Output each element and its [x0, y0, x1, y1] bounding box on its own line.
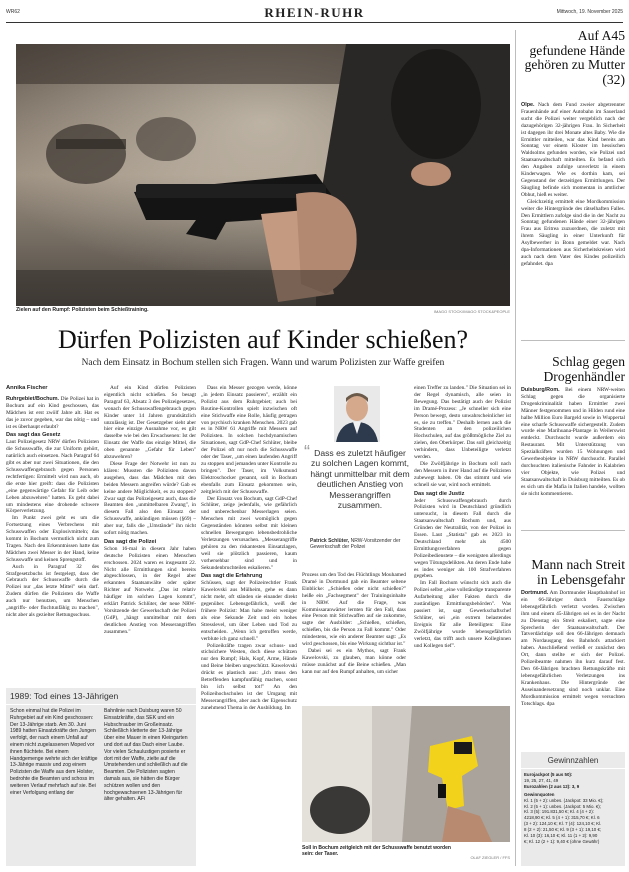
paragraph: Auf ein Kind dürfen Polizisten eigentlich nicht schießen. So besagt Paragraf 63, Absatz 3 des Polizeigesetzes, wonach der Schusswaffengebrauch gegen Kinder unter 14 Jahren grundsätzlich unzulässig ist. Der Gesetzgeber sieht aber hier eine einzige Ausnahme vor, es gilt dasselbe wie bei den Erwachsenen: Ist der Einsatz der Waffe das einzige Mittel, die oben genannte „Gefahr für Leben" abzuwehren?	[104, 385, 196, 461]
subheading-police: Das sagt die Polizei	[104, 538, 157, 545]
article-column-4a	[302, 572, 406, 700]
article-column-1	[6, 385, 99, 680]
paragraph: Dass ein Messer gezogen werde, könne „in jedem Einsatz passieren", erzählt ein Polizist aus dem Ruhrgebiet; auch bei Routine-Kontrollen spielt inzwischen oft eine Stichwaffe eine Rolle, häufig getragen von psychisch kranken Menschen. 2023 gab es in NRW 61 Angriffe mit Messern auf Polizisten. In solchen hochdynamischen Situationen, sagt GdP-Chef Schlüter, bleibe der Polizei oft nur noch die Schusswaffe oder der Taser, „um einen laufenden Angriff zu stoppen und jemanden unter Kontrolle zu bringen". Der Taser, im Volksmund Elektroschocker genannt, soll in Bochum ebenfalls zum Einsatz gekommen sein, zeitgleich mit der Schusswaffe.	[201, 385, 297, 495]
paragraph: Am Dortmunder Hauptbahnhof ist ein 66-Jähriger durch Faustschläge lebensgefährlich verletzt worden. Zwischen ihm und einem 45-Jährigen sei es in der Nacht zu Dienstag ein Streit eskaliert, sagte eine Sprecherin der Staatsanwaltschaft. Der Tatverdächtige soll den 66-Jährigen demnach am Nordausgang des Bahnhofs attackiert haben. Anschließend verließ er zunächst den Ort, dann stellte er sich der Polizei. Polizeibeamte nahmen ihn kurz darauf fest. Den 66-Jährigen brachten Rettungskräfte mit lebensgefährlichen Verletzungen ins Krankenhaus. Die Hintergründe der Auseinandersetzung sind noch unklar. Eine Mordkommission ermittelt wegen versuchten Totschlags. dpa	[521, 590, 625, 707]
side-rule	[521, 340, 625, 341]
side-story-3-body	[521, 590, 625, 738]
article-column-3	[201, 385, 297, 865]
paragraph: Schon 16-mal in diesem Jahr haben deutsche Polizisten einen Menschen erschossen. 2024 waren es insgesamt 22. Nicht alle Ermittlungen sind bereits abgeschlossen, in der Regel aber erkannten Staatsanwälte oder später Richter auf Notwehr. „Das ist relativ häufiger im solchen Lagen kommt", erklärt Patrick Schlüter, der neue NRW-Vorsitzende der Gewerkschaft der Polizei (GdP), „hängt unmittelbar mit dem deutlichen Anstieg von Messerangriffen zusammen."	[104, 545, 196, 635]
box-rule	[521, 768, 625, 769]
subheadline: Nach dem Einsatz in Bochum stellen sich Fragen. Wann und warum Polizisten zur Waffe greifen	[81, 358, 445, 368]
subheading-justice: Das sagt die Justiz	[414, 490, 465, 497]
paragraph: Jeder Schusswaffengebrauch durch Polizisten wird in Deutschland gründlich untersucht, in diesem Fall durch die Staatsanwaltschaft Bochum und, aus Gründen der Neutralität, von der Polizei in Essen. Laut „Statista" gab es 2023 in Deutschland mehr als 4500 Ermittlungsverfahren gegen Polizeibedienstete – die wenigsten allerdings wegen Tötungsdelikten. An deren Ende habe es indes weniger als 100 Strafverfahren gegeben.	[414, 497, 511, 580]
main-photo-credit: IMAGO STOCK/IMAGO STOCK&PEOPLE	[433, 309, 510, 314]
dateline: Duisburg/Rom.	[521, 387, 560, 393]
issue-date: Mittwoch, 19. November 2025	[556, 9, 623, 15]
dateline: Olpe.	[521, 102, 535, 108]
shooting-range-photo-icon	[16, 44, 510, 306]
info-box-column-1: Schon einmal hat die Polizei im Ruhrgebiet auf ein Kind geschossen: Der 13-Jährige starb. Am 30. Juni 1989 hatten Einsatzkräfte den Jungen verfolgt, der nach einem Unfall auf einem nicht zugelassenen Moped vor ihnen flüchtete. Bei einem Handgemenge wehrte sich der kräftige 13-Jährige massiv und zog einem Polizisten die Waffe aus dem Holster, bedrohte die Beamten und schoss im weiteren Verlauf mehrfach auf sie. Bei einer Verfolgung entlang der	[10, 708, 98, 796]
header-rule	[6, 22, 623, 23]
paragraph: Prozess um den Tod des Flüchtlings Mouhamed Dramé in Dortmund gab ein Beamter seltene Einblicke: „Schießen oder nicht schießen?" heiße ein „Fachsegment" der Trainingsinhalte in NRW. Auf die Frage, was Kommissaranwärter lernten für den Fall, dass eine Person mit Stichwaffen auf sie zukomme, sagte der Ausbilder: „Schießen, schießen, schießen, bis die Person zu Fall kommt." Oder mindestens, wie ein anderer Beamter sagt: „Es wird geschossen, bis eine Wirkung sichtbar ist."	[302, 572, 406, 648]
quote-mark-icon: “	[304, 442, 310, 462]
side-story-2-title: Schlag gegen Drogenhändler	[543, 354, 625, 384]
side-story-3-title: Mann nach Streit in Lebensgefahr	[531, 557, 625, 587]
sidebar-divider	[515, 30, 516, 866]
main-photo	[16, 44, 510, 306]
paragraph: Bei einem NRW-weiten Schlag gegen die organisierte Drogenkriminalität haben Ermittler zwei Männer festgenommen und in Hilden rund eine halbe Million Euro Bargeld sowie in Wuppertal eine scharfe Schusswaffe sichergestellt. Zudem wurde eine Marihuana-Plantage in Weilerswist entdeckt. Durchsucht wurde außerdem ein Restaurant. Mit Unterstützung von Spezialkräften wurden 15 Wohnungen und Gewerbeobjekte in NRW durchsucht. Parallel durchsuchten italienische Fahnder in Kalabrien vier Objekte, wie Polizei und Staatsanwaltschaft in Duisburg mitteilten. Es ob es sich um die Mafia in Italien handele, wollten sie nicht kommentieren.	[521, 387, 625, 497]
section-title: RHEIN-RUHR	[264, 5, 365, 20]
lottery-box	[521, 752, 625, 866]
taser-photo-icon	[302, 706, 510, 842]
side-story-1-body	[521, 102, 625, 342]
paragraph: Laut Polizeigesetz NRW dürfen Polizisten die Schusswaffe, die zur Uniform gehört, natürlich auch einsetzen. Nach Paragraf 64 gibt es aber nur zwei Situationen, die den Schusswaffengebrauch gegen Personen rechtfertigen: Ermittelt wird nun auch, ob die erste hier greift: dass die Polizisten „eine gegenwärtige Gefahr für Leib oder Leben abzuwehren" hatten. Es geht dabei um mindestens eine drohende schwere Körperverletzung.	[6, 439, 99, 515]
taser-caption: Soll in Bochum zeitgleich mit der Schusswaffe benutzt worden sein: der Taser.	[302, 845, 451, 857]
paragraph: Auch in Paragraf 32 des Strafgesetzbuchs ist festgelegt, dass der Gebrauch der Schusswaffe durch die Polizei nur „das letzte Mittel" sein darf. Zudem dürfen die Polizisten die Waffe auch nur benutzen, um Menschen „angriffs- oder fluchtunfähig zu machen", nicht aber als gezielter Rettungsschuss.	[6, 563, 99, 618]
paragraph: Dabei sei es ein Mythos, sagt Frank Kawelovski, zu glauben, man könne oder müsse zunächst auf die Beine schießen. „Man kann nur auf den Rumpf anhalten, um sicher	[302, 647, 406, 675]
lottery-title: Gewinnzahlen	[547, 756, 599, 765]
info-box-column-2: Bahnlinie nach Duisburg waren 50 Einsatzkräfte, das SEK und ein Hubschrauber im Großeinsatz. Schließlich kletterte der 13-Jährige über eine Mauer in einen Kleingarten und dort auf das Dach einer Laube. Vor vielen Schaulustigen posierte er dort mit der Waffe, zielte auf die Umstehenden und schließlich auf die Beamten. Die Polizisten sagten damals aus, sie hätten die Bürger schützen wollen und den hochgewachsenen 13-Jährigen für älter gehalten. AFi	[104, 708, 188, 803]
paragraph: Schüssen, sagt der Polizeirechtler Frank Kawelovski aus Mülheim, gehe es dann nicht mehr, oft ständen sie einander direkt gegenüber. Lebensgefährlich, weiß der frühere Polizist: Man habe meist weniger als eine Sekunde Zeit und ein hohes Stresslevel, um über Leben und Tod zu entscheiden. „Wenn ich getroffen werde, verblute ich ganz schnell."	[201, 580, 297, 642]
lottery-results: Eurojackpot (5 aus 50): 19, 25, 27, 41, 49 Eurozahlen (2 aus 12): 3, 9 Gewinnquoten Kl. 1 (5 + 2): unbes. (Jackpot: 33 Mio. €); Kl. 2 (5 + 1): unbes. (Jackpot: 5 Mio. €); Kl. 3 (5): 191.831,50 €; Kl. 4 (4 + 2): 4218,90 €; Kl. 5 (4 + 1): 315,70 €; Kl. 6 (3 + 2): 124,10 €; Kl. 7 (4): 124,10 €; Kl. 8 (2 + 2): 21,50 €; Kl. 9 (3 + 1): 19,10 €; Kl. 10 (3): 16,10 €; Kl. 11 (1 + 2): 9,90 €; Kl. 12 (2 + 1): 9,40 € (ohne Gewähr)	[524, 772, 604, 844]
side-story-1-title: Auf A45 gefundene Hände gehören zu Mutter (32)	[524, 28, 625, 87]
side-rule	[521, 530, 625, 531]
quote-text: Dass es zuletzt häufiger zu solchen Lagen kommt, hängt unmittelbar mit dem deutlichen Anstieg von Messerangriffen zusammen.	[310, 448, 410, 511]
info-box-title: 1989: Tod eines 13-Jährigen	[10, 691, 119, 701]
taser-photo	[302, 706, 510, 842]
paragraph: Der Einsatz von Bochum, sagt GdP-Chef Schlüter, zeige jedenfalls, wie gefährlich und unberechenbar Messerlagen seien. Menschen mit zwei womöglich gegen Gegenständen könnten selbst mit kleinen schnellen Bewegungen lebensbedrohliche Verletzungen verursachen. „Messerangriffe gehören zu den riskantesten Einsatzlagen, weil sie plötzlich passieren, kaum vorhersehbar sind und in Sekundenbruchteilen eskalieren."	[201, 495, 297, 571]
paragraph: Im Fall Bochum wünscht sich auch die Polizei selbst „eine vollständige transparente Aufarbeitung aller Fakten durch die zuständigen Ermittlungsbehörden". Was passiert ist, sagt Gewerkschaftschef Schlüter, sei „ein extrem belastendes Ereignis für alle Beteiligten: Eine Zwölfjährige wurde lebensgefährlich verletzt, das trifft auch unsere Kolleginnen und Kollegen tief".	[414, 580, 511, 649]
subheading-law: Das sagt das Gesetz	[6, 432, 61, 439]
paragraph: Die Polizei hat in Bochum auf ein Kind geschossen, das Mädchen ist erst zwölf Jahre alt. Hat es das je zuvor gegeben, war das nötig – und ist es überhaupt erlaubt?	[6, 395, 99, 430]
box-rule	[6, 704, 196, 705]
main-photo-caption: Zielen auf den Rumpf: Polizisten beim Schießtraining.	[16, 307, 149, 313]
paragraph: Die Zwölfjährige in Bochum soll nach den Messern in ihrer Hand auf die Polizisten zubewegt haben. Ob das stimmt und wie schnell sie war, wird noch ermittelt.	[414, 460, 511, 488]
paragraph: Im Punkt zwei geht es um die Fortsetzung eines Verbrechens mit Schusswaffen oder Explosivmitteln; das kommt in Bochum vermutlich nicht zum Tragen. Nach den Erkenntnissen hatte das Mädchen zwei Messer in der Hand, keine Schusswaffe und keinen Sprengstoff.	[6, 515, 99, 563]
subheading-experience: Das sagt die Erfahrung	[201, 573, 263, 580]
paragraph: Nach dem Fund zweier abgetrennter Frauenhände auf einer Autobahn im Sauerland sucht die Polizei weiter vergeblich nach der dazugehörigen 32-jährigen Frau. In Sicherheit ist dagegen ihr drei Monate altes Baby. Wie die Ermittler mitteilen, war das Kind bereits am Sonntag vor einem Kloster im hessischen Waldsolms gefunden worden, wie Polizei und Staatsanwaltschaft mitteilten. Es befand sich den Angaben zufolge unverletzt in einem Kinderwagen. Wie es dorthin kam, sei Gegenstand der derzeitigen Ermittlungen. Der Säugling befinde sich momentan in amtlicher Obhut, hieß es weiter.	[521, 102, 625, 198]
quote-box	[302, 386, 412, 562]
paragraph: Diese Frage der Notwehr ist nun zu klären: Mussten die Polizisten davon ausgehen, dass das Mädchen mit den beiden Messern angreifen würde? Gab es keine andere Möglichkeit, es zu stoppen? Zwar sagt das Polizeigesetz auch, dass die Beamten den „unmittelbaren Zwang", in diesem Fall also den Einsatz der Schusswaffe, ankündigen müssen (§69) – aber nur, falls die „Umstände" ihn nicht sofort nötig machen.	[104, 460, 196, 537]
dateline: Ruhrgebiet/Bochum.	[6, 395, 60, 402]
page-number: WR62	[6, 9, 20, 15]
quote-attribution: Patrick Schlüter, NRW-Vorsitzender der Gewerkschaft der Polizei	[310, 538, 401, 550]
paragraph: Polizeikräfte tragen zwar schuss- und stichsichere Westen, doch diese schützen nur den Rumpf; Hals, Kopf, Arme, Hände und Beine bleiben ungeschützt. Kawelovski drückt es plastisch aus: „Ich muss den Betreffenden kampfunfähig machen, sonst bin ich selbst tot!" An den Polizeihochschulen ist der Umgang mit Messerangriffen, aber auch der Eigenschutz zunehmend Thema in der Ausbildung. Im	[201, 642, 297, 711]
taser-credit: OLAF ZIEGLER / FFS	[470, 855, 510, 860]
author: Annika Fischer	[6, 385, 48, 391]
article-column-4b	[414, 385, 511, 703]
side-story-2-body	[521, 387, 625, 527]
paragraph: einen Treffer zu landen." Die Situation sei in der Regel dynamisch, alle seien in Bewegung. Das bestätigt auch der Polizist im Dramé-Prozess: „Je schneller sich eine Person bewegt, desto unwahrscheinlicher ist es, sie zu treffen." Deshalb lernen auch die Studenten an den polizeilichen Hochschulen, auf das größtmögliche Ziel zu zielen, den Oberkörper. Das soll gleichzeitig verhindern, dass Unbeteiligte verletzt werden.	[414, 385, 511, 461]
paragraph: Gleichzeitig ermittelt eine Mordkommission weiter die Hintergründe des rätselhaften Falles. Den Ermittlern zufolge sind die in der Nacht zu Sonntag gefundenen Hände einer 32-jährigen Frau aus Eritrea zuzuordnen, die zuletzt mit ihrem Säugling in einer Unterkunft für Asylbewerber in Bonn gemeldet war. Nach dpa-Informationen aus Sicherheitskreisen wird auch nach dem Vater des Kindes polizeilich gefahndet. dpa	[521, 198, 625, 267]
info-box	[6, 688, 196, 866]
article-column-2	[104, 385, 196, 680]
portrait-photo-icon	[302, 386, 412, 446]
dateline: Dortmund.	[521, 590, 549, 596]
headline: Dürfen Polizisten auf Kinder schießen?	[57, 325, 469, 354]
